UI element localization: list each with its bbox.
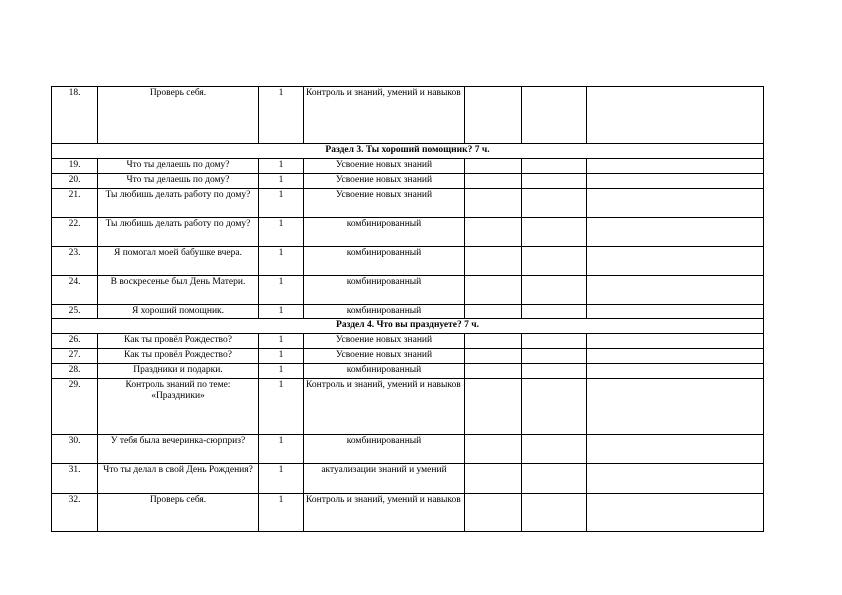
lesson-type: комбинированный — [304, 305, 465, 319]
lesson-number: 22. — [52, 218, 98, 247]
lesson-topic: Как ты провёл Рождество? — [98, 349, 259, 364]
lesson-plan-body — [52, 87, 764, 532]
lesson-topic: У тебя была вечеринка-сюрприз? — [98, 435, 259, 464]
lesson-topic: Что ты делал в свой День Рождения? — [98, 464, 259, 494]
lesson-topic: Как ты провёл Рождество? — [98, 334, 259, 349]
lesson-actual-date — [522, 364, 587, 379]
lesson-number: 32. — [52, 494, 98, 532]
lesson-plan-date — [465, 379, 522, 435]
lesson-actual-date — [522, 305, 587, 319]
lesson-number: 20. — [52, 174, 98, 189]
lesson-type: комбинированный — [304, 435, 465, 464]
lesson-notes — [587, 435, 764, 464]
lesson-row — [52, 379, 764, 435]
section-header-row — [52, 319, 764, 334]
lesson-plan-date — [465, 334, 522, 349]
lesson-plan-date — [465, 464, 522, 494]
lesson-number: 18. — [52, 87, 98, 144]
lesson-plan-date — [465, 494, 522, 532]
lesson-type: Усвоение новых знаний — [304, 334, 465, 349]
lesson-row — [52, 464, 764, 494]
lesson-actual-date — [522, 435, 587, 464]
lesson-row — [52, 174, 764, 189]
lesson-hours: 1 — [259, 218, 304, 247]
lesson-hours: 1 — [259, 189, 304, 218]
lesson-actual-date — [522, 247, 587, 276]
lesson-type: комбинированный — [304, 247, 465, 276]
lesson-notes — [587, 364, 764, 379]
lesson-hours: 1 — [259, 464, 304, 494]
lesson-plan-table — [51, 86, 764, 532]
lesson-type: комбинированный — [304, 276, 465, 305]
lesson-actual-date — [522, 334, 587, 349]
lesson-type: Усвоение новых знаний — [304, 174, 465, 189]
lesson-notes — [587, 276, 764, 305]
lesson-notes — [587, 334, 764, 349]
section-header-row — [52, 144, 764, 159]
lesson-type: Контроль и знаний, умений и навыков — [304, 87, 465, 144]
lesson-topic: Ты любишь делать работу по дому? — [98, 218, 259, 247]
lesson-topic: Что ты делаешь по дому? — [98, 159, 259, 174]
lesson-topic: Проверь себя. — [98, 494, 259, 532]
lesson-plan-date — [465, 159, 522, 174]
lesson-type: комбинированный — [304, 218, 465, 247]
lesson-row — [52, 218, 764, 247]
lesson-number: 26. — [52, 334, 98, 349]
lesson-topic: Праздники и подарки. — [98, 364, 259, 379]
lesson-plan-date — [465, 174, 522, 189]
lesson-hours: 1 — [259, 174, 304, 189]
section-title: Раздел 3. Ты хороший помощник? 7 ч. — [52, 144, 764, 159]
lesson-topic: Я помогал моей бабушке вчера. — [98, 247, 259, 276]
lesson-number: 19. — [52, 159, 98, 174]
lesson-actual-date — [522, 87, 587, 144]
lesson-row — [52, 305, 764, 319]
lesson-number: 25. — [52, 305, 98, 319]
lesson-plan-date — [465, 305, 522, 319]
lesson-row — [52, 87, 764, 144]
lesson-hours: 1 — [259, 334, 304, 349]
lesson-plan-date — [465, 189, 522, 218]
lesson-actual-date — [522, 464, 587, 494]
lesson-notes — [587, 218, 764, 247]
lesson-notes — [587, 464, 764, 494]
lesson-actual-date — [522, 174, 587, 189]
lesson-row — [52, 494, 764, 532]
lesson-row — [52, 334, 764, 349]
lesson-plan-date — [465, 87, 522, 144]
lesson-notes — [587, 159, 764, 174]
lesson-type: Контроль и знаний, умений и навыков — [304, 494, 465, 532]
lesson-actual-date — [522, 379, 587, 435]
lesson-hours: 1 — [259, 159, 304, 174]
lesson-plan-date — [465, 364, 522, 379]
lesson-row — [52, 247, 764, 276]
lesson-notes — [587, 247, 764, 276]
lesson-notes — [587, 494, 764, 532]
lesson-actual-date — [522, 218, 587, 247]
lesson-plan-date — [465, 435, 522, 464]
lesson-topic: Контроль знаний по теме: «Праздники» — [98, 379, 259, 435]
lesson-hours: 1 — [259, 494, 304, 532]
lesson-number: 23. — [52, 247, 98, 276]
lesson-plan-date — [465, 349, 522, 364]
lesson-topic: Проверь себя. — [98, 87, 259, 144]
lesson-notes — [587, 174, 764, 189]
lesson-number: 30. — [52, 435, 98, 464]
lesson-hours: 1 — [259, 87, 304, 144]
lesson-hours: 1 — [259, 276, 304, 305]
lesson-number: 27. — [52, 349, 98, 364]
lesson-topic: Что ты делаешь по дому? — [98, 174, 259, 189]
lesson-number: 24. — [52, 276, 98, 305]
lesson-notes — [587, 349, 764, 364]
lesson-hours: 1 — [259, 435, 304, 464]
lesson-plan-date — [465, 247, 522, 276]
lesson-number: 29. — [52, 379, 98, 435]
lesson-row — [52, 435, 764, 464]
lesson-plan-date — [465, 276, 522, 305]
lesson-type: Контроль и знаний, умений и навыков — [304, 379, 465, 435]
lesson-type: Усвоение новых знаний — [304, 159, 465, 174]
lesson-actual-date — [522, 159, 587, 174]
lesson-topic: Я хороший помощник. — [98, 305, 259, 319]
lesson-actual-date — [522, 189, 587, 218]
lesson-hours: 1 — [259, 379, 304, 435]
lesson-notes — [587, 87, 764, 144]
lesson-notes — [587, 189, 764, 218]
lesson-actual-date — [522, 349, 587, 364]
lesson-type: актуализации знаний и умений — [304, 464, 465, 494]
lesson-type: Усвоение новых знаний — [304, 189, 465, 218]
lesson-row — [52, 349, 764, 364]
lesson-actual-date — [522, 494, 587, 532]
lesson-notes — [587, 379, 764, 435]
lesson-row — [52, 276, 764, 305]
lesson-topic: Ты любишь делать работу по дому? — [98, 189, 259, 218]
lesson-topic: В воскресенье был День Матери. — [98, 276, 259, 305]
lesson-row — [52, 189, 764, 218]
lesson-notes — [587, 305, 764, 319]
lesson-row — [52, 364, 764, 379]
lesson-plan-date — [465, 218, 522, 247]
lesson-number: 28. — [52, 364, 98, 379]
section-title: Раздел 4. Что вы празднуете? 7 ч. — [52, 319, 764, 334]
lesson-hours: 1 — [259, 364, 304, 379]
lesson-type: Усвоение новых знаний — [304, 349, 465, 364]
lesson-row — [52, 159, 764, 174]
lesson-number: 21. — [52, 189, 98, 218]
lesson-number: 31. — [52, 464, 98, 494]
lesson-hours: 1 — [259, 349, 304, 364]
lesson-type: комбинированный — [304, 364, 465, 379]
lesson-hours: 1 — [259, 247, 304, 276]
lesson-hours: 1 — [259, 305, 304, 319]
lesson-actual-date — [522, 276, 587, 305]
